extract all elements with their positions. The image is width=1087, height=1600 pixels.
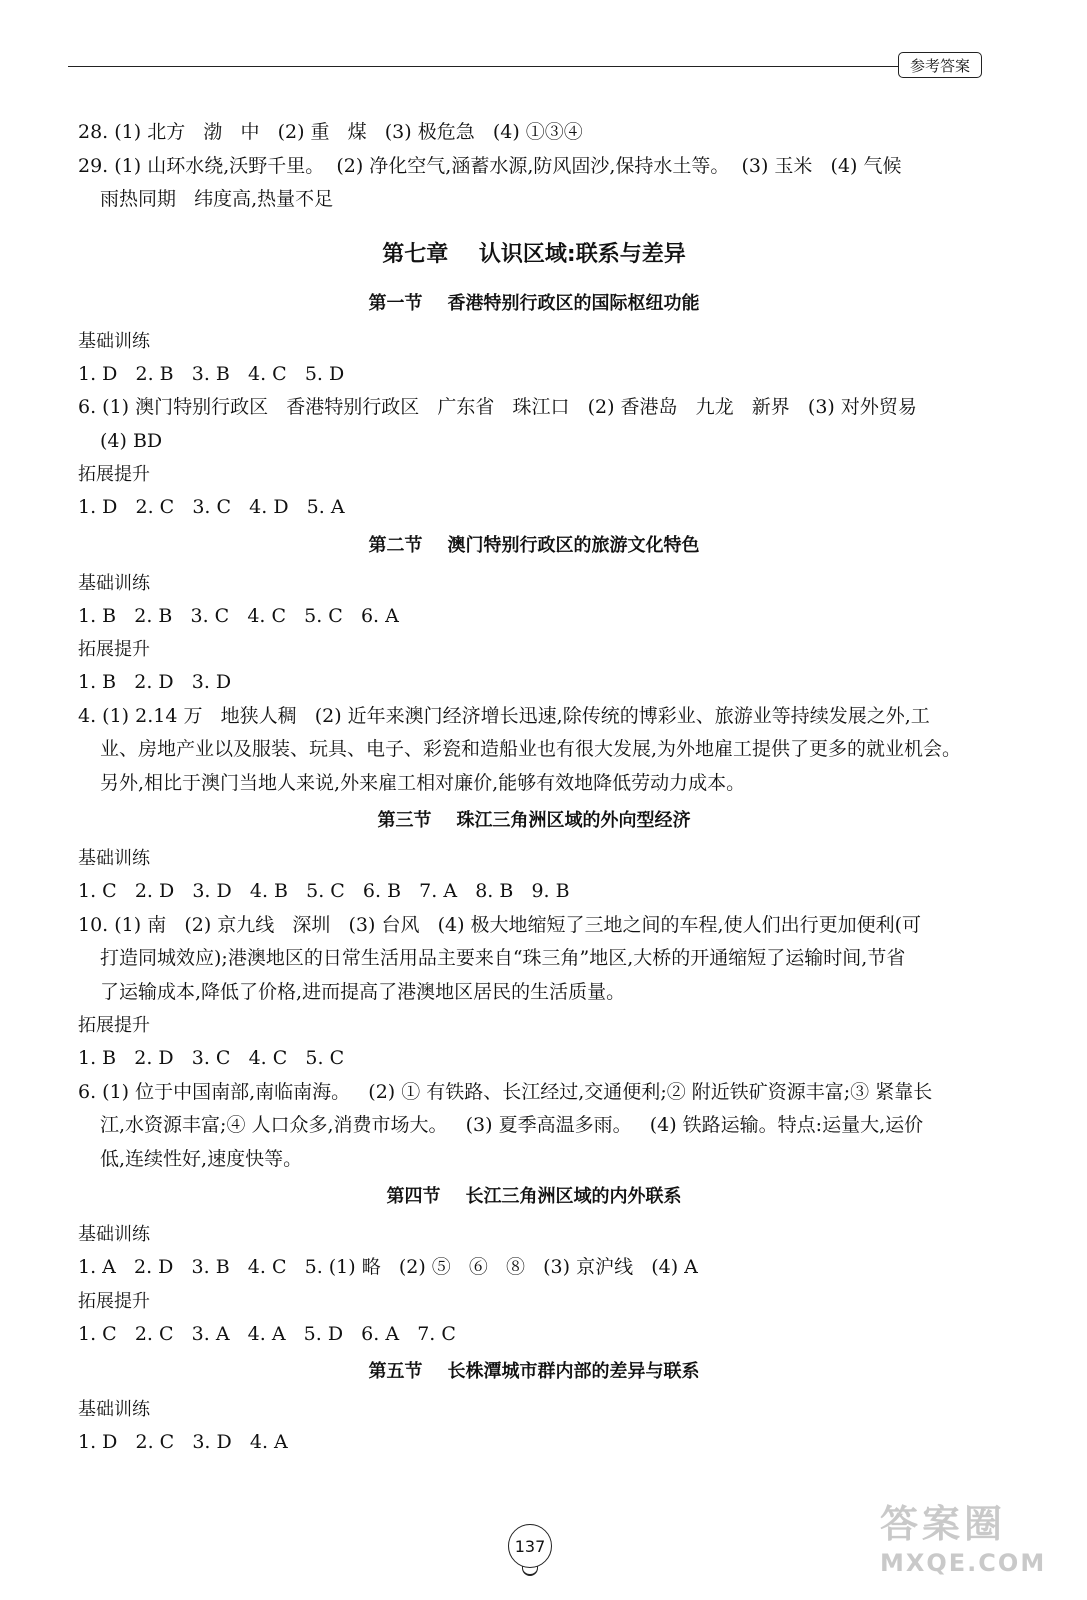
subhead-basic: 基础训练 (78, 572, 150, 594)
subhead-basic: 基础训练 (78, 848, 150, 869)
answer-line: 1. B 2. B 3. C 4. C 5. C 6. A (78, 604, 399, 627)
answer-line: 打造同城效应);港澳地区的日常生活用品主要来自“珠三角”地区,大桥的开通缩短了运输时间,节省 (100, 947, 906, 969)
answer-line: 1. B 2. D 3. C 4. C 5. C (78, 1047, 345, 1069)
header-tag: 参考答案 (898, 52, 982, 78)
page-number: 137 (508, 1524, 552, 1568)
answer-line: 10. (1) 南 (2) 京九线 深圳 (3) 台风 (4) 极大地缩短了三地之间的车程,使人们出行更加便利(可 (78, 913, 921, 936)
answer-line: 另外,相比于澳门当地人来说,外来雇工相对廉价,能够有效地降低劳动力成本。 (100, 771, 746, 794)
subhead-extend: 拓展提升 (78, 1015, 150, 1036)
section-title: 第一节 香港特别行政区的国际枢纽功能 (368, 292, 700, 314)
answer-line: 4. (1) 2.14 万 地狭人稠 (2) 近年来澳门经济增长迅速,除传统的博彩业、旅游业等持续发展之外,工 (78, 704, 930, 727)
section-title: 第五节 长株潭城市群内部的差异与联系 (368, 1361, 700, 1382)
answer-line: 江,水资源丰富;④ 人口众多,消费市场大。 (3) 夏季高温多雨。 (4) 铁路运输。特点:运量大,运价 (100, 1114, 924, 1136)
watermark-en: MXQE.COM (880, 1549, 1047, 1577)
section-title: 第四节 长江三角洲区域的内外联系 (386, 1186, 682, 1207)
subhead-basic: 基础训练 (78, 330, 150, 352)
chapter-title: 第七章 认识区域:联系与差异 (382, 241, 686, 267)
answer-line: 29. (1) 山环水绕,沃野千里。 (2) 净化空气,涵蓄水源,防风固沙,保持水土等。 (3) 玉米 (4) 气候 (78, 154, 902, 177)
answer-line: 业、房地产业以及服装、玩具、电子、彩瓷和造船业也有很大发展,为外地雇工提供了更多的就业机会。 (100, 738, 962, 760)
answer-line: 1. D 2. C 3. D 4. A (78, 1431, 288, 1453)
answer-line: 1. B 2. D 3. D (78, 671, 232, 693)
header-rule (68, 66, 898, 67)
watermark-cn: 答案圈 (880, 1502, 1007, 1546)
subhead-extend: 拓展提升 (78, 639, 150, 660)
answer-line: 雨热同期 纬度高,热量不足 (100, 188, 334, 210)
subhead-basic: 基础训练 (78, 1399, 150, 1420)
answer-line: 6. (1) 位于中国南部,南临南海。 (2) ① 有铁路、长江经过,交通便利;② 附近铁矿资源丰富;③ 紧靠长 (78, 1080, 933, 1103)
answer-line: 了运输成本,降低了价格,进而提高了港澳地区居民的生活质量。 (100, 980, 626, 1003)
answer-line: 28. (1) 北方 渤 中 (2) 重 煤 (3) 极危急 (4) ①③④ (78, 121, 583, 143)
answer-content (78, 116, 990, 1460)
answer-line: 1. D 2. B 3. B 4. C 5. D (78, 362, 345, 385)
answer-line: 1. D 2. C 3. C 4. D 5. A (78, 496, 345, 518)
answer-line: 1. C 2. C 3. A 4. A 5. D 6. A 7. C (78, 1322, 456, 1345)
section-title: 第三节 珠江三角洲区域的外向型经济 (377, 810, 691, 831)
answer-line: (4) BD (100, 429, 163, 452)
watermark-logo (880, 1500, 1070, 1590)
answer-line: 低,连续性好,速度快等。 (100, 1147, 303, 1170)
answer-line: 6. (1) 澳门特别行政区 香港特别行政区 广东省 珠江口 (2) 香港岛 九龙 新界 (3) 对外贸易 (78, 396, 917, 418)
subhead-basic: 基础训练 (78, 1224, 150, 1245)
subhead-extend: 拓展提升 (78, 464, 150, 485)
globe-stand-icon (522, 1566, 538, 1576)
section-title: 第二节 澳门特别行政区的旅游文化特色 (368, 534, 700, 556)
subhead-extend: 拓展提升 (78, 1290, 150, 1312)
answer-line: 1. A 2. D 3. B 4. C 5. (1) 略 (2) ⑤ ⑥ ⑧ (3) 京沪线 (4) A (78, 1256, 698, 1278)
answer-line: 1. C 2. D 3. D 4. B 5. C 6. B 7. A 8. B 9. B (78, 880, 570, 902)
